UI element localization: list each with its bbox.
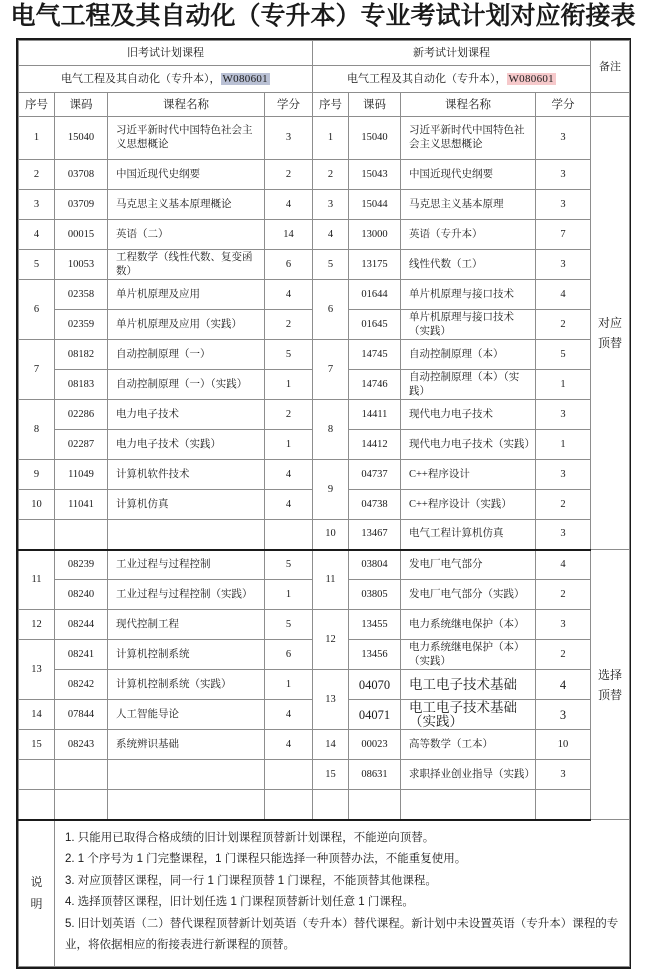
- table-header-groups: [19, 41, 630, 66]
- new-code-cell: 14745: [349, 340, 401, 370]
- new-seq-cell: 12: [313, 610, 349, 670]
- col-header-old-name: 课程名称: [108, 93, 265, 117]
- table-row: [19, 280, 630, 310]
- new-credit-cell: [536, 790, 591, 820]
- old-course-name-cell: 计算机软件技术: [108, 460, 265, 490]
- new-course-name-cell: [401, 790, 536, 820]
- new-code-cell: 14746: [349, 370, 401, 400]
- table-row: [19, 610, 630, 640]
- old-credit-cell: 5: [265, 550, 313, 580]
- new-seq-cell: 8: [313, 400, 349, 460]
- new-seq-cell: 10: [313, 520, 349, 550]
- old-course-name-cell: 工业过程与过程控制（实践）: [108, 580, 265, 610]
- notes-label-line2: 明: [30, 897, 43, 911]
- old-seq-cell: [19, 760, 55, 790]
- old-course-name-cell: [108, 520, 265, 550]
- col-header-new-seq: 序号: [313, 93, 349, 117]
- old-seq-cell: 8: [19, 400, 55, 460]
- new-code-cell: 15043: [349, 160, 401, 190]
- new-code-cell: 08631: [349, 760, 401, 790]
- section-remark-line1: 对应: [597, 316, 622, 330]
- new-credit-cell: 3: [536, 160, 591, 190]
- old-credit-cell: 2: [265, 310, 313, 340]
- old-code-cell: [55, 520, 108, 550]
- note-item-4: 4. 选择顶替区课程，旧计划任选 1 门课程顶替新计划任意 1 门课程。: [65, 896, 414, 908]
- old-seq-cell: 9: [19, 460, 55, 490]
- table-row: [19, 160, 630, 190]
- new-seq-cell: [313, 790, 349, 820]
- new-credit-cell: 1: [536, 370, 591, 400]
- old-course-name-cell: 习近平新时代中国特色社会主义思想概论: [108, 117, 265, 160]
- new-seq-cell: 7: [313, 340, 349, 400]
- old-seq-cell: 11: [19, 550, 55, 610]
- note-item-3: 3. 对应顶替区课程，同一行 1 门课程顶替 1 门课程，不能顶替其他课程。: [65, 874, 437, 887]
- new-credit-cell: 3: [536, 610, 591, 640]
- old-credit-cell: [265, 520, 313, 550]
- new-code-cell: 14411: [349, 400, 401, 430]
- col-header-old-code: 课码: [55, 93, 108, 117]
- new-code-cell: [349, 790, 401, 820]
- articulation-table-body: [19, 41, 630, 967]
- old-seq-cell: 10: [19, 490, 55, 520]
- new-seq-cell: 13: [313, 670, 349, 730]
- new-course-name-cell: C++程序设计: [401, 460, 536, 490]
- new-seq-cell: 5: [313, 250, 349, 280]
- old-seq-cell: 15: [19, 730, 55, 760]
- new-course-name-cell: 英语（专升本）: [401, 220, 536, 250]
- table-row: [19, 670, 630, 700]
- new-credit-cell: 3: [536, 117, 591, 160]
- old-code-cell: 08241: [55, 640, 108, 670]
- old-code-cell: 08240: [55, 580, 108, 610]
- new-course-name-cell: 线性代数（工）: [401, 250, 536, 280]
- old-credit-cell: 5: [265, 610, 313, 640]
- old-seq-cell: 6: [19, 280, 55, 340]
- new-seq-cell: 11: [313, 550, 349, 610]
- new-credit-cell: 7: [536, 220, 591, 250]
- old-course-name-cell: 工程数学（线性代数、复变函数）: [108, 250, 265, 280]
- new-code-cell: 01644: [349, 280, 401, 310]
- new-code-cell: 13456: [349, 640, 401, 670]
- new-code-cell: 00023: [349, 730, 401, 760]
- new-code-cell: 13467: [349, 520, 401, 550]
- old-code-cell: 08182: [55, 340, 108, 370]
- old-seq-cell: 4: [19, 220, 55, 250]
- old-seq-cell: 2: [19, 160, 55, 190]
- old-code-cell: 02287: [55, 430, 108, 460]
- old-code-cell: 02358: [55, 280, 108, 310]
- new-credit-cell: 4: [536, 670, 591, 700]
- table-row: [19, 730, 630, 760]
- old-code-cell: 03708: [55, 160, 108, 190]
- table-row: [19, 117, 630, 160]
- old-code-cell: 03709: [55, 190, 108, 220]
- table-row: [19, 760, 630, 790]
- new-credit-cell: 4: [536, 550, 591, 580]
- old-course-name-cell: 系统辨识基础: [108, 730, 265, 760]
- old-course-name-cell: 自动控制原理（一）（实践）: [108, 370, 265, 400]
- section-remark-line2: 顶替: [597, 687, 622, 702]
- old-plan-group-header: 旧考试计划课程: [19, 41, 313, 66]
- old-course-name-cell: 人工智能导论: [108, 700, 265, 730]
- new-course-name-cell: 电工电子技术基础（实践）: [401, 700, 536, 730]
- old-course-name-cell: 中国近现代史纲要: [108, 160, 265, 190]
- old-credit-cell: 6: [265, 640, 313, 670]
- new-credit-cell: 2: [536, 490, 591, 520]
- table-header-majors: [19, 66, 630, 93]
- old-seq-cell: 13: [19, 640, 55, 700]
- notes-label-cell: [19, 820, 55, 967]
- new-code-cell: 03805: [349, 580, 401, 610]
- old-code-cell: 15040: [55, 117, 108, 160]
- old-seq-cell: [19, 520, 55, 550]
- section-remark-cell: [591, 117, 630, 550]
- new-course-name-cell: 电工电子技术基础: [401, 670, 536, 700]
- new-plan-group-header: 新考试计划课程: [313, 41, 591, 66]
- new-code-cell: 13175: [349, 250, 401, 280]
- old-code-cell: 08239: [55, 550, 108, 580]
- old-course-name-cell: 计算机控制系统（实践）: [108, 670, 265, 700]
- old-credit-cell: 4: [265, 700, 313, 730]
- new-course-name-cell: 高等数学（工本）: [401, 730, 536, 760]
- notes-label-line1: 说: [30, 875, 43, 889]
- new-course-name-cell: 电力系统继电保护（本）（实践）: [401, 640, 536, 670]
- new-course-name-cell: 中国近现代史纲要: [401, 160, 536, 190]
- notes-body-cell: [55, 820, 630, 967]
- new-credit-cell: 2: [536, 640, 591, 670]
- new-credit-cell: 5: [536, 340, 591, 370]
- table-row: [19, 190, 630, 220]
- new-course-name-cell: 自动控制原理（本）: [401, 340, 536, 370]
- new-course-name-cell: 求职择业创业指导（实践）: [401, 760, 536, 790]
- new-credit-cell: 3: [536, 190, 591, 220]
- new-code-cell: 15040: [349, 117, 401, 160]
- new-seq-cell: 4: [313, 220, 349, 250]
- new-code-cell: 13000: [349, 220, 401, 250]
- new-seq-cell: 6: [313, 280, 349, 340]
- old-credit-cell: 3: [265, 117, 313, 160]
- new-seq-cell: 2: [313, 160, 349, 190]
- old-code-cell: 08244: [55, 610, 108, 640]
- new-credit-cell: 3: [536, 520, 591, 550]
- new-code-cell: 04070: [349, 670, 401, 700]
- old-seq-cell: 5: [19, 250, 55, 280]
- new-credit-cell: 3: [536, 400, 591, 430]
- new-course-name-cell: 发电厂电气部分（实践）: [401, 580, 536, 610]
- old-credit-cell: 4: [265, 280, 313, 310]
- col-header-old-credit: 学分: [265, 93, 313, 117]
- remark-column-header: 备注: [591, 41, 630, 93]
- table-row: [19, 400, 630, 430]
- new-course-name-cell: 电气工程计算机仿真: [401, 520, 536, 550]
- old-course-name-cell: 自动控制原理（一）: [108, 340, 265, 370]
- old-credit-cell: 1: [265, 370, 313, 400]
- section-remark-line2: 顶替: [597, 336, 622, 350]
- new-credit-cell: 3: [536, 460, 591, 490]
- old-code-cell: 08242: [55, 670, 108, 700]
- old-course-name-cell: 电力电子技术（实践）: [108, 430, 265, 460]
- old-credit-cell: [265, 760, 313, 790]
- new-course-name-cell: 习近平新时代中国特色社会主义思想概论: [401, 117, 536, 160]
- note-item-5: 5. 旧计划英语（二）替代课程顶替新计划英语（专升本）替代课程。新计划中未设置英语（专升本）课程的专业，将依据相应的衔接表进行新课程的顶替。: [65, 917, 619, 951]
- new-credit-cell: 2: [536, 580, 591, 610]
- new-code-cell: 03804: [349, 550, 401, 580]
- new-seq-cell: 9: [313, 460, 349, 520]
- col-header-new-credit: 学分: [536, 93, 591, 117]
- old-code-cell: 08183: [55, 370, 108, 400]
- notes-row: [19, 820, 630, 967]
- new-course-name-cell: 现代电力电子技术（实践）: [401, 430, 536, 460]
- old-credit-cell: 2: [265, 400, 313, 430]
- old-seq-cell: 3: [19, 190, 55, 220]
- old-code-cell: 07844: [55, 700, 108, 730]
- section-remark-line1: 选择: [597, 667, 622, 682]
- old-code-cell: 11041: [55, 490, 108, 520]
- old-major-cell: 电气工程及其自动化（专升本）， W080601: [19, 66, 313, 93]
- table-column-headers: [19, 93, 630, 117]
- new-course-name-cell: 现代电力电子技术: [401, 400, 536, 430]
- old-seq-cell: 12: [19, 610, 55, 640]
- articulation-table-frame: [16, 38, 631, 969]
- note-item-2: 2. 1 个序号为 1 门完整课程，1 门课程只能选择一种顶替办法，不能重复使用。: [65, 853, 467, 865]
- new-seq-cell: 3: [313, 190, 349, 220]
- old-course-name-cell: 现代控制工程: [108, 610, 265, 640]
- old-credit-cell: [265, 790, 313, 820]
- old-course-name-cell: 电力电子技术: [108, 400, 265, 430]
- new-credit-cell: 10: [536, 730, 591, 760]
- old-seq-cell: 7: [19, 340, 55, 400]
- new-code-cell: 04738: [349, 490, 401, 520]
- new-code-cell: 04737: [349, 460, 401, 490]
- new-code-cell: 15044: [349, 190, 401, 220]
- old-credit-cell: 4: [265, 460, 313, 490]
- old-credit-cell: 6: [265, 250, 313, 280]
- new-course-name-cell: 单片机原理与接口技术: [401, 280, 536, 310]
- old-course-name-cell: 工业过程与过程控制: [108, 550, 265, 580]
- new-code-cell: 01645: [349, 310, 401, 340]
- old-major-code: W080601: [222, 73, 268, 85]
- section-remark-cell: [591, 550, 630, 820]
- new-major-cell: 电气工程及其自动化（专升本）， W080601: [313, 66, 591, 93]
- old-credit-cell: 1: [265, 580, 313, 610]
- old-credit-cell: 1: [265, 430, 313, 460]
- new-credit-cell: 2: [536, 310, 591, 340]
- old-credit-cell: 4: [265, 190, 313, 220]
- old-credit-cell: 4: [265, 490, 313, 520]
- old-seq-cell: [19, 790, 55, 820]
- table-row: [19, 340, 630, 370]
- old-credit-cell: 5: [265, 340, 313, 370]
- new-course-name-cell: C++程序设计（实践）: [401, 490, 536, 520]
- old-course-name-cell: 计算机控制系统: [108, 640, 265, 670]
- new-course-name-cell: 单片机原理与接口技术（实践）: [401, 310, 536, 340]
- articulation-table: [18, 40, 630, 967]
- new-seq-cell: 14: [313, 730, 349, 760]
- new-code-cell: 13455: [349, 610, 401, 640]
- table-row: [19, 250, 630, 280]
- old-code-cell: 10053: [55, 250, 108, 280]
- table-row: [19, 460, 630, 490]
- col-header-new-name: 课程名称: [401, 93, 536, 117]
- old-code-cell: 11049: [55, 460, 108, 490]
- old-seq-cell: 1: [19, 117, 55, 160]
- table-row: [19, 790, 630, 820]
- new-credit-cell: 3: [536, 700, 591, 730]
- old-course-name-cell: 单片机原理及应用: [108, 280, 265, 310]
- old-credit-cell: 1: [265, 670, 313, 700]
- old-code-cell: [55, 760, 108, 790]
- new-code-cell: 04071: [349, 700, 401, 730]
- new-major-code: W080601: [508, 73, 554, 85]
- table-row: [19, 520, 630, 550]
- old-seq-cell: 14: [19, 700, 55, 730]
- new-credit-cell: 3: [536, 760, 591, 790]
- new-credit-cell: 4: [536, 280, 591, 310]
- old-code-cell: [55, 790, 108, 820]
- old-course-name-cell: 英语（二）: [108, 220, 265, 250]
- new-code-cell: 14412: [349, 430, 401, 460]
- old-course-name-cell: 单片机原理及应用（实践）: [108, 310, 265, 340]
- col-header-remark-blank: [591, 93, 630, 117]
- old-course-name-cell: 计算机仿真: [108, 490, 265, 520]
- old-credit-cell: 14: [265, 220, 313, 250]
- table-row: [19, 220, 630, 250]
- new-credit-cell: 3: [536, 250, 591, 280]
- old-code-cell: 02359: [55, 310, 108, 340]
- col-header-new-code: 课码: [349, 93, 401, 117]
- old-course-name-cell: 马克思主义基本原理概论: [108, 190, 265, 220]
- new-course-name-cell: 发电厂电气部分: [401, 550, 536, 580]
- new-seq-cell: 15: [313, 760, 349, 790]
- old-code-cell: 00015: [55, 220, 108, 250]
- col-header-old-seq: 序号: [19, 93, 55, 117]
- page-title: 电气工程及其自动化（专升本）专业考试计划对应衔接表: [10, 3, 636, 30]
- old-code-cell: 02286: [55, 400, 108, 430]
- new-course-name-cell: 电力系统继电保护（本）: [401, 610, 536, 640]
- old-code-cell: 08243: [55, 730, 108, 760]
- old-credit-cell: 2: [265, 160, 313, 190]
- new-course-name-cell: 自动控制原理（本）（实践）: [401, 370, 536, 400]
- old-course-name-cell: [108, 790, 265, 820]
- old-credit-cell: 4: [265, 730, 313, 760]
- table-row: [19, 550, 630, 580]
- new-credit-cell: 1: [536, 430, 591, 460]
- new-seq-cell: 1: [313, 117, 349, 160]
- new-course-name-cell: 马克思主义基本原理: [401, 190, 536, 220]
- note-item-1: 1. 只能用已取得合格成绩的旧计划课程顶替新计划课程，不能逆向顶替。: [65, 831, 435, 844]
- old-course-name-cell: [108, 760, 265, 790]
